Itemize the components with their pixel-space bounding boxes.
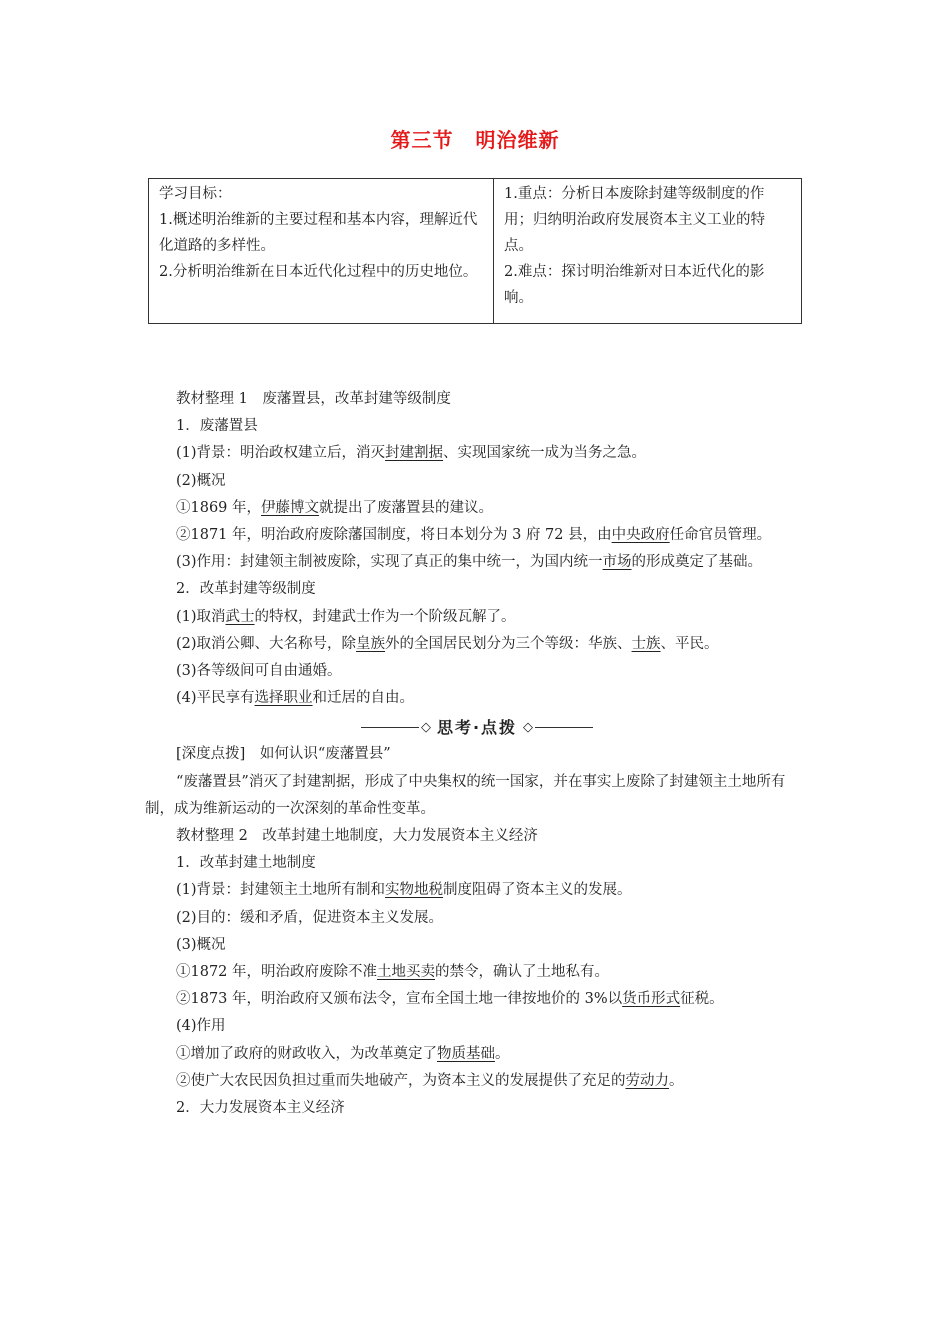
think-label: 思考·点拨 (436, 717, 518, 737)
diamond-icon: ◇ (420, 719, 431, 735)
goals-left-cell (149, 179, 494, 324)
keyword: 武士 (225, 608, 255, 625)
diamond-icon: ◇ (523, 719, 534, 735)
keyword: 物质基础 (437, 1045, 495, 1062)
paragraph: ②1871 年，明治政府废除藩国制度，将日本划分为 3 府 72 县，由中央政府任命官员管理。 (176, 527, 772, 544)
keyword: 士族 (631, 635, 661, 652)
key-point: 1.重点：分析日本废除封建等级制度的作用；归纳明治政府发展资本主义工业的特点。 (504, 186, 765, 254)
think-divider (145, 715, 809, 739)
paragraph: (2)概况 (176, 472, 226, 489)
paragraph: (1)取消武士的特权，封建武士作为一个阶级瓦解了。 (176, 608, 516, 625)
keyword: 封建割据 (385, 445, 444, 462)
section-name: 明治维新 (475, 128, 560, 152)
page-title (0, 124, 950, 153)
paragraph: ①增加了政府的财政收入，为改革奠定了物质基础。 (176, 1045, 510, 1062)
deep-insight-text: “废藩置县”消灭了封建割据，形成了中央集权的统一国家，并在事实上废除了封建领主土地所有制，成为维新运动的一次深刻的革命性变革。 (145, 773, 786, 817)
keyword: 土地买卖 (377, 964, 436, 981)
keyword: 劳动力 (625, 1072, 669, 1089)
learning-goals-table (148, 178, 802, 324)
goal-item: 1.概述明治维新的主要过程和基本内容，理解近代化道路的多样性。 (159, 212, 478, 254)
keyword: 选择职业 (254, 690, 313, 707)
difficult-point: 2.难点：探讨明治维新对日本近代化的影响。 (504, 264, 765, 306)
paragraph: (3)作用：封建领主制被废除，实现了真正的集中统一，为国内统一市场的形成奠定了基础。 (176, 554, 763, 571)
paragraph: ②使广大农民因负担过重而失地破产，为资本主义的发展提供了充足的劳动力。 (176, 1072, 684, 1089)
keyword: 中央政府 (611, 527, 670, 544)
paragraph: (2)取消公卿、大名称号，除皇族外的全国居民划分为三个等级：华族、士族、平民。 (176, 635, 719, 652)
divider-line (361, 727, 419, 728)
section-heading: 教材整理 1 废藩置县，改革封建等级制度 (176, 391, 451, 407)
keyword: 实物地税 (385, 882, 444, 899)
paragraph: (3)各等级间可自由通婚。 (176, 663, 342, 680)
paragraph: (4)作用 (176, 1018, 226, 1035)
paragraph: ①1869 年，伊藤博文就提出了废藩置县的建议。 (176, 499, 494, 516)
paragraph: ②1873 年，明治政府又颁布法令，宣布全国土地一律按地价的 3%以货币形式征税。 (176, 991, 724, 1008)
keyword: 货币形式 (622, 991, 681, 1008)
subheading: 2．改革封建等级制度 (176, 581, 316, 598)
deep-insight-title: [深度点拨] 如何认识“废藩置县” (176, 746, 391, 763)
keyword: 皇族 (356, 635, 386, 652)
subheading: 1．废藩置县 (176, 418, 258, 435)
main-content (145, 386, 809, 1122)
goals-right-cell (494, 179, 802, 324)
goal-item: 2.分析明治维新在日本近代化过程中的历史地位。 (159, 264, 478, 280)
paragraph: (2)目的：缓和矛盾，促进资本主义发展。 (176, 909, 444, 926)
paragraph: (3)概况 (176, 936, 226, 953)
section-number: 第三节 (390, 128, 454, 152)
paragraph: (4)平民享有选择职业和迁居的自由。 (176, 690, 415, 707)
keyword: 市场 (602, 554, 632, 571)
paragraph: (1)背景：明治政权建立后，消灭封建割据、实现国家统一成为当务之急。 (176, 445, 647, 462)
divider-line (535, 727, 593, 728)
subheading: 1．改革封建土地制度 (176, 855, 316, 872)
goals-label: 学习目标： (159, 186, 232, 202)
keyword: 伊藤博文 (261, 499, 320, 516)
section-heading: 教材整理 2 改革封建土地制度，大力发展资本主义经济 (176, 828, 538, 845)
paragraph: ①1872 年，明治政府废除不准土地买卖的禁令，确认了土地私有。 (176, 964, 610, 981)
subheading: 2．大力发展资本主义经济 (176, 1100, 345, 1117)
paragraph: (1)背景：封建领主土地所有制和实物地税制度阻碍了资本主义的发展。 (176, 882, 632, 899)
